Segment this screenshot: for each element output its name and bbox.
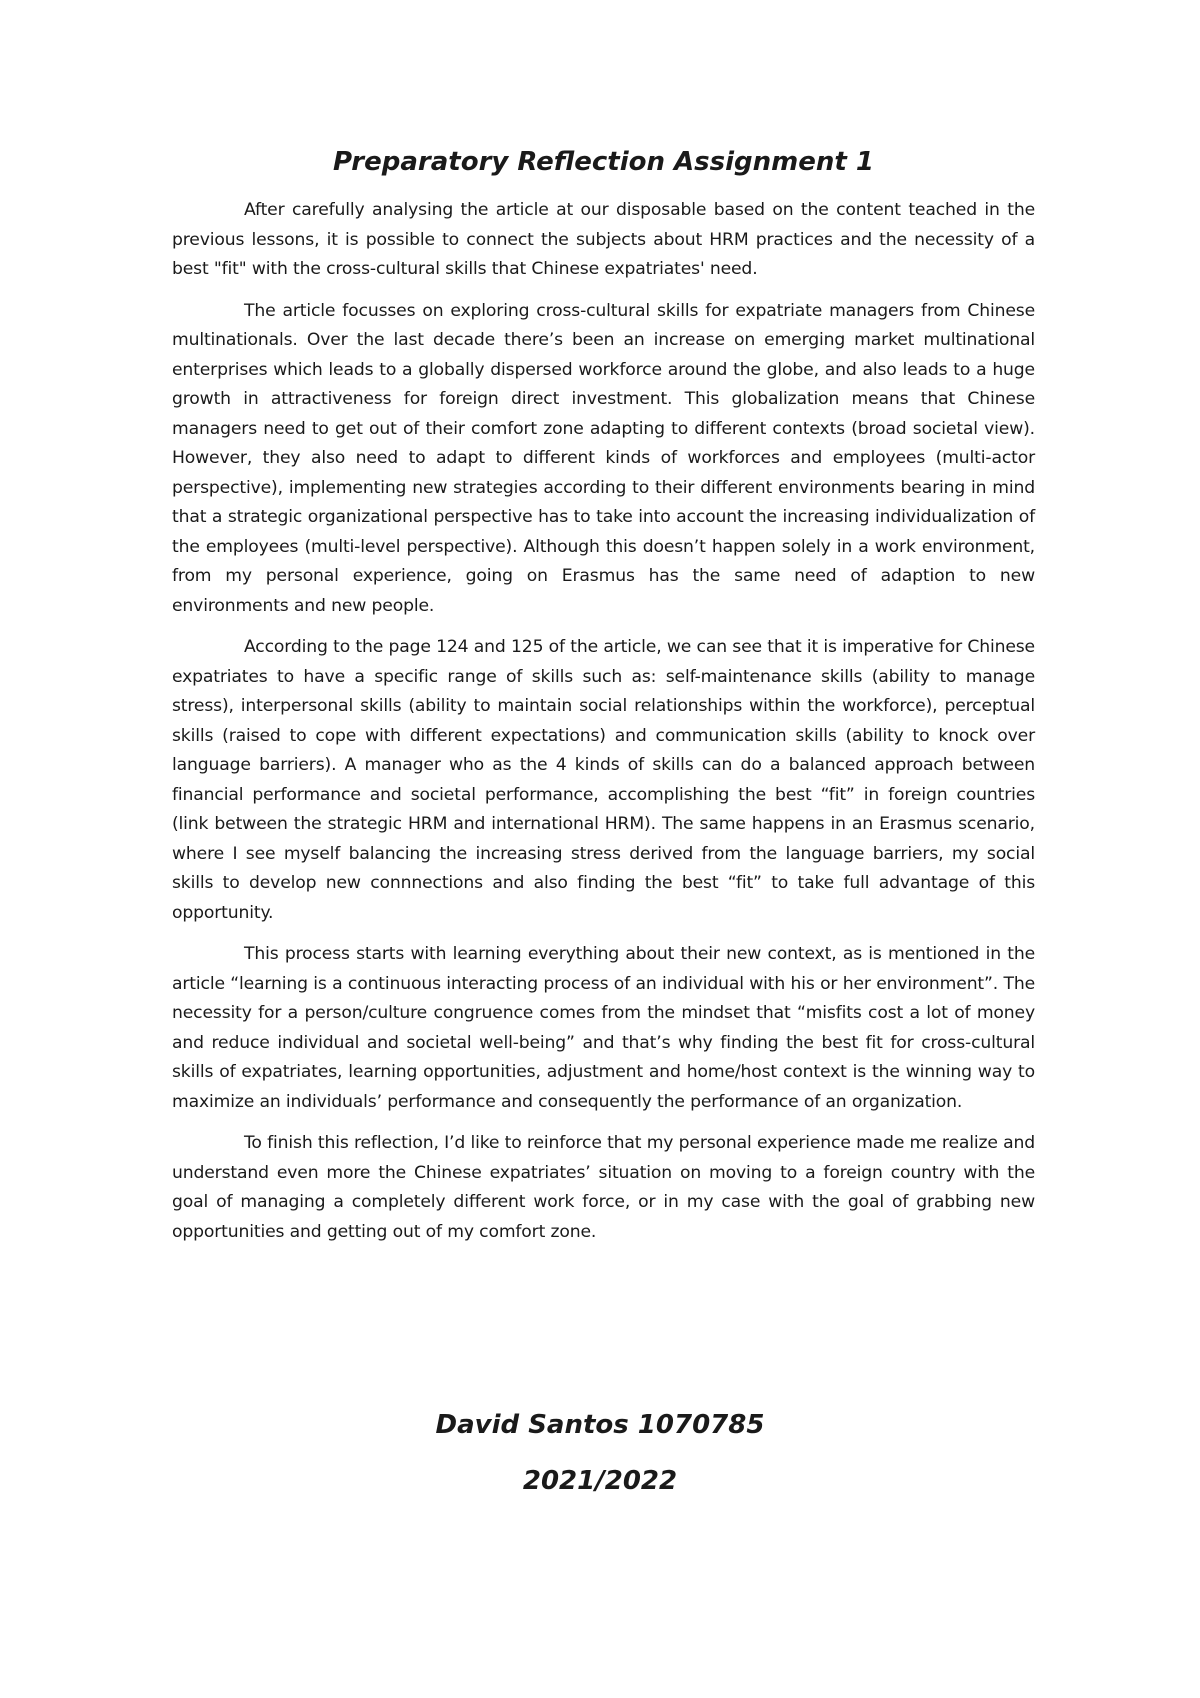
paragraph-learning-process: This process starts with learning everything about their new context, as is mentioned in the article “learning is a continuous interacting process of an individual with his or her environment”. The necessity for a person/culture congruence comes from the mindset that “misfits cost a lot of money and reduce individual and societal well-being” and that’s why finding the best fit for cross-cultural skills of expatriates, learning opportunities, adjustment and home/host context is the winning way to maximize an individuals’ performance and consequently the performance of an organization. bbox=[172, 944, 1035, 1112]
paragraph-article-focus: The article focusses on exploring cross-cultural skills for expatriate managers from Chinese multinationals. Over the last decade there’s been an increase on emerging market multinational enterprises which leads to a globally dispersed workforce around the globe, and also leads to a huge growth in attractiveness for foreign direct investment. This globalization means that Chinese managers need to get out of their comfort zone adapting to different contexts (broad societal view). However, they also need to adapt to different kinds of workforces and employees (multi-actor perspective), implementing new strategies according to their different environments bearing in mind that a strategic organizational perspective has to take into account the increasing individualization of the employees (multi-level perspective). Although this doesn’t happen solely in a work environment, from my personal experience, going on Erasmus has the same need of adaption to new environments and new people. bbox=[172, 300, 1035, 616]
author-signature: David Santos 1070785 bbox=[435, 1410, 765, 1440]
academic-year: 2021/2022 bbox=[522, 1466, 678, 1496]
paragraph-conclusion: To finish this reflection, I’d like to reinforce that my personal experience made me realize and understand even more the Chinese expatriates’ situation on moving to a foreign country with the goal of managing a completely different work force, or in my case with the goal of grabbing new opportunities and getting out of my comfort zone. bbox=[172, 1133, 1035, 1242]
paragraph-skills: According to the page 124 and 125 of the article, we can see that it is imperative for Chinese expatriates to have a specific range of skills such as: self-maintenance skills (ability to manage stress), interpersonal skills (ability to maintain social relationships within the workforce), perceptual skills (raised to cope with different expectations) and communication skills (ability to knock over language barriers). A manager who as the 4 kinds of skills can do a balanced approach between financial performance and societal performance, accomplishing the best “fit” in foreign countries (link between the strategic HRM and international HRM). The same happens in an Erasmus scenario, where I see myself balancing the increasing stress derived from the language barriers, my social skills to develop new connnections and also finding the best “fit” to take full advantage of this opportunity. bbox=[172, 637, 1035, 923]
document-title: Preparatory Reflection Assignment 1 bbox=[333, 147, 874, 177]
document-body bbox=[172, 142, 1035, 1259]
paragraph-intro: After carefully analysing the article at our disposable based on the content teached in the previous lessons, it is possible to connect the subjects about HRM practices and the necessity of a best "fit" with the cross-cultural skills that Chinese expatriates' need. bbox=[172, 200, 1035, 279]
